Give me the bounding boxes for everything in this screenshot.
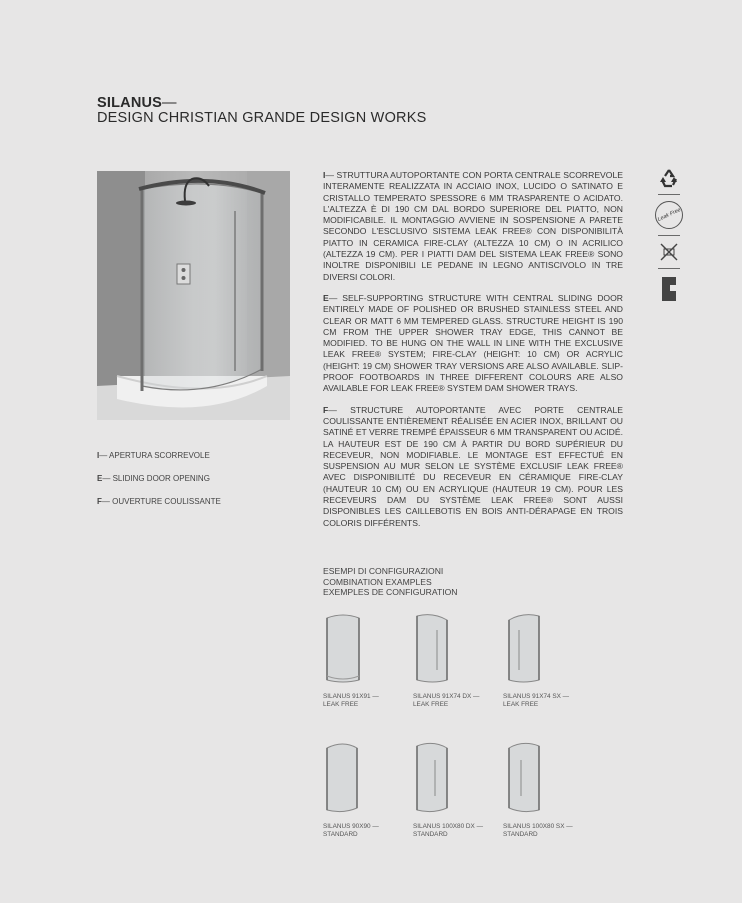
wall-mount-icon <box>659 275 679 303</box>
designer-subtitle: DESIGN CHRISTIAN GRANDE DESIGN WORKS <box>97 110 427 126</box>
leak-free-icon <box>655 201 683 229</box>
hero-photo <box>97 171 290 420</box>
examples-heading: ESEMPI DI CONFIGURAZIONI COMBINATION EXAMPLES EXEMPLES DE CONFIGURATION <box>323 566 458 597</box>
shower-thumbnail <box>503 610 543 684</box>
icon-divider <box>658 194 680 195</box>
product-name: SILANUS <box>97 95 163 111</box>
leak-free-label: Leak Free <box>656 207 682 223</box>
recycle-icon <box>658 168 680 188</box>
shower-thumbnail <box>323 740 363 814</box>
description-fr: F— STRUCTURE AUTOPORTANTE AVEC PORTE CENTRALE COULISSANTE ENTIÈREMENT RÉALISÉE EN ACIER INOX, BRILLANT OU SATINÉ ET VERRE TREMPÉ ÉPAISSEUR 6 MM TRANSPARENT OU ACIDÉ. LA HAUTEUR EST DE 190 CM À PARTIR DU BORD SUPÉRIEUR DU RECEVEUR, NON MODIFIABLE. LE MONTAGE EST EFFECTUÉ EN SUSPENSION AU MUR SELON LE SYSTÈME EXCLUSIF LEAK FREE® AVEC DISPONIBILITÉ DU RECEVEUR EN CÉRAMIQUE FIRE-CLAY (HAUTEUR 10 CM) OU EN ACRYLIQUE (HAUTEUR 19 CM). POUR LES RECEVEURS DAM DU SYSTÈME LEAK FREE® SONT AUSSI DISPONIBLES LES CAILLEBOTIS EN BOIS ANTI-DÉRAPAGE EN TROIS COLORIS DIFFÉRENTS. <box>323 404 623 528</box>
no-tools-icon <box>659 242 679 262</box>
icon-divider <box>658 235 680 236</box>
caption-en: E— SLIDING DOOR OPENING <box>97 474 210 483</box>
example-item: SILANUS 90X90 — STANDARD <box>323 740 413 838</box>
description-en: E— SELF-SUPPORTING STRUCTURE WITH CENTRAL SLIDING DOOR ENTIRELY MADE OF POLISHED OR BRUSHED STAINLESS STEEL AND CLEAR OR MATT 6 MM TEMPERED GLASS. STRUCTURE HEIGHT IS 190 CM FROM THE UPPER SHOWER TRAY EDGE, THIS CANNOT BE MODIFIED. TO BE HUNG ON THE WALL IN LINE WITH THE EXCLUSIVE LEAK FREE® SYSTEM; FIRE-CLAY (HEIGHT: 10 CM) OR ACRYLIC (HEIGHT: 19 CM) SHOWER TRAY VERSIONS ARE ALSO AVAILABLE. SLIP-PROOF FOOTBOARDS IN THREE DIFFERENT COLOURS ARE ALSO AVAILABLE FOR LEAK FREE® SYSTEM DAM SHOWER TRAYS. <box>323 292 623 394</box>
opening-captions <box>97 450 221 519</box>
feature-icons <box>654 168 684 303</box>
caption-fr: F— OUVERTURE COULISSANTE <box>97 497 221 506</box>
shower-thumbnail <box>413 610 453 684</box>
example-item: SILANUS 100X80 SX — STANDARD <box>503 740 593 838</box>
description-it: I— STRUTTURA AUTOPORTANTE CON PORTA CENTRALE SCORREVOLE INTERAMENTE REALIZZATA IN ACCIAIO INOX, LUCIDO O SATINATO E CRISTALLO TEMPERATO SPESSORE 6 MM TRASPARENTE O ACIDATO. L'ALTEZZA È DI 190 CM DAL BORDO SUPERIORE DEL PIATTO, NON MODIFICABILE. IL MONTAGGIO AVVIENE IN SOSPENSIONE A PARETE SECONDO L'ESCLUSIVO SISTEMA LEAK FREE® CON DISPONIBILITÀ PIATTO IN CERAMICA FIRE-CLAY (ALTEZZA 10 CM) O IN ACRILICO (ALTEZZA 19 CM). PER I PIATTI DAM DEL SISTEMA LEAK FREE® SONO INOLTRE DISPONIBILI LE PEDANE IN LEGNO ANTISCIVOLO IN TRE DIVERSI COLORI. <box>323 170 623 282</box>
title-dash: — <box>162 95 177 111</box>
page-title <box>97 96 426 126</box>
product-description <box>323 170 623 539</box>
caption-it: I— APERTURA SCORREVOLE <box>97 451 210 460</box>
example-item: SILANUS 91X74 DX — LEAK FREE <box>413 610 503 708</box>
shower-thumbnail <box>503 740 543 814</box>
icon-divider <box>658 268 680 269</box>
shower-thumbnail <box>323 610 363 684</box>
example-item: SILANUS 100X80 DX — STANDARD <box>413 740 503 838</box>
example-item: SILANUS 91X74 SX — LEAK FREE <box>503 610 593 708</box>
shower-thumbnail <box>413 740 453 814</box>
example-item: SILANUS 91X91 — LEAK FREE <box>323 610 413 708</box>
